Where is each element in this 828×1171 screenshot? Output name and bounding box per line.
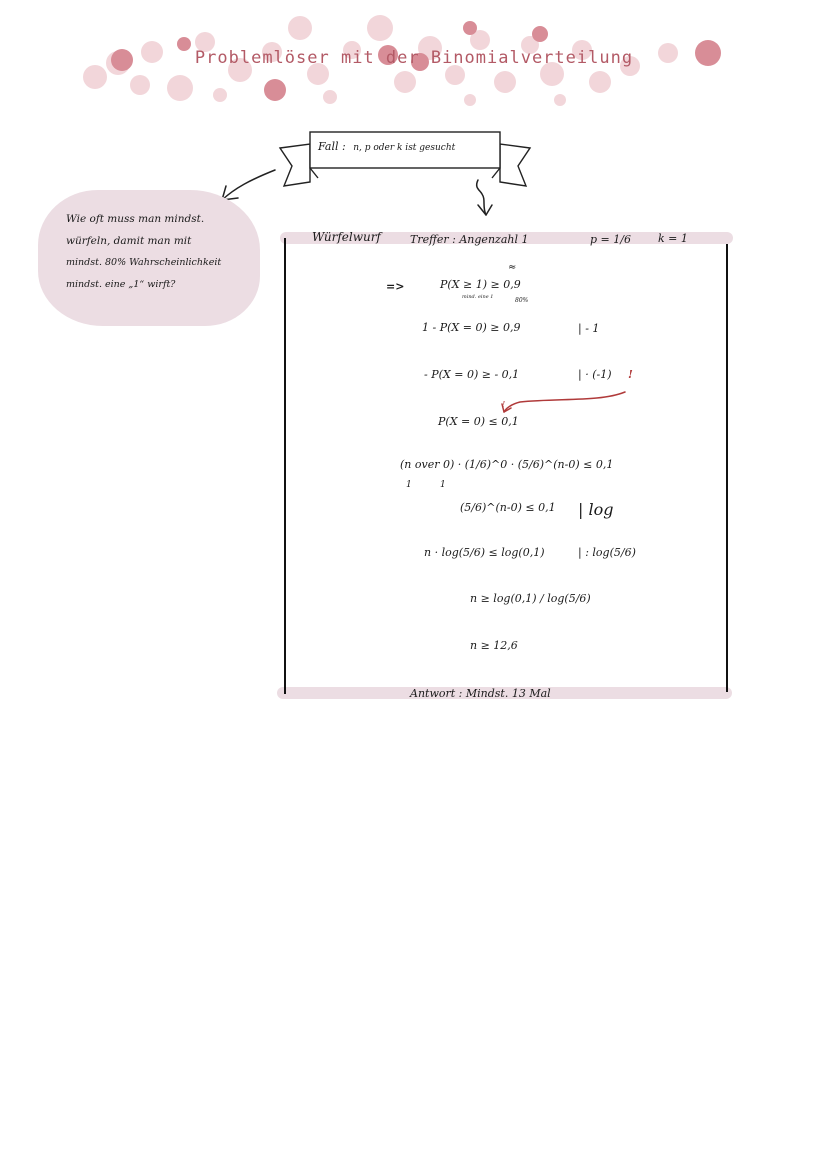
step-expression: n ≥ 12,6	[470, 639, 518, 652]
step-expression: (n over 0) · (1/6)^0 · (5/6)^(n-0) ≤ 0,1	[400, 458, 614, 471]
step-expression: - P(X = 0) ≥ - 0,1	[424, 368, 520, 381]
hit-label: Treffer : Angenzahl 1	[410, 233, 529, 246]
banner-content: n, p oder k ist gesucht	[353, 143, 456, 153]
approx-mark: ≈	[508, 262, 517, 273]
step-expression: 1 - P(X = 0) ≥ 0,9	[422, 321, 521, 334]
k-value: k = 1	[658, 232, 688, 245]
answer-text: Antwort : Mindst. 13 Mal	[410, 687, 551, 700]
warning-mark: !	[628, 368, 633, 381]
implies-arrow: =>	[386, 280, 405, 293]
question-line: würfeln, damit man mit	[66, 235, 192, 247]
box-left-border	[284, 238, 286, 694]
question-line: Wie oft muss man mindst.	[66, 213, 205, 225]
note-under-value: 80%	[515, 297, 529, 304]
page-title: Problemlöser mit der Binomialverteilung	[194, 48, 634, 68]
step-operation: | : log(5/6)	[578, 546, 636, 559]
step-expression: n ≥ log(0,1) / log(5/6)	[470, 592, 591, 605]
question-line: mindst. 80% Wahrscheinlichkeit	[66, 257, 222, 268]
step-operation: | log	[578, 500, 614, 519]
p-value: p = 1/6	[590, 233, 631, 246]
banner-label: Fall :	[318, 140, 346, 153]
warning-mark: !	[502, 400, 506, 409]
note-under-x: mind. eine 1	[462, 294, 494, 300]
box-right-border	[726, 244, 728, 692]
step-expression: P(X ≥ 1) ≥ 0,9	[440, 278, 521, 291]
step-expression: n · log(5/6) ≤ log(0,1)	[424, 546, 545, 559]
step-operation: | · (-1)	[578, 368, 612, 381]
step-expression: P(X = 0) ≤ 0,1	[438, 415, 519, 428]
experiment-label: Würfelwurf	[312, 230, 381, 244]
question-line: mindst. eine „1“ wirft?	[66, 279, 176, 290]
step-expression: (5/6)^(n-0) ≤ 0,1	[460, 501, 556, 514]
question-text	[66, 208, 266, 296]
step-operation: | - 1	[578, 322, 600, 335]
under-fraction: 1	[440, 480, 446, 490]
under-binomial: 1	[406, 480, 412, 490]
